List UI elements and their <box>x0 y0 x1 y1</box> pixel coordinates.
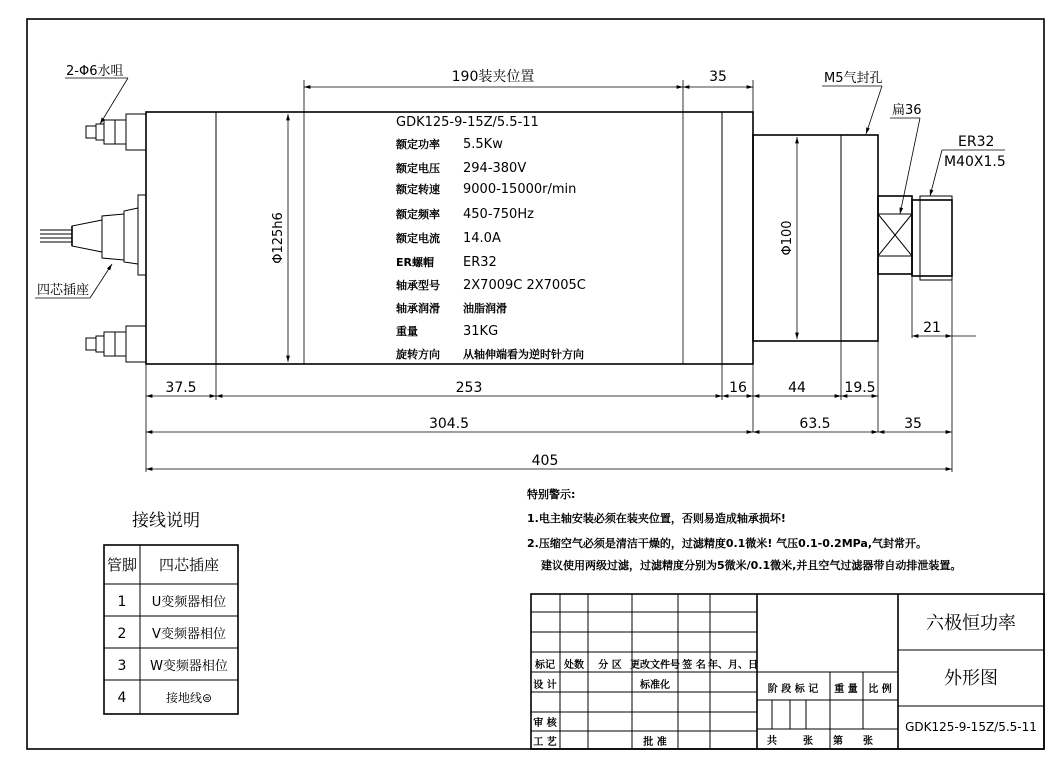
wiring-desc: W变频器相位 <box>150 659 228 674</box>
four-pin-socket <box>40 208 138 264</box>
tb-standard: 标准化 <box>640 680 670 691</box>
dim-253: 253 <box>455 380 483 396</box>
nameplate-label: 额定电流 <box>396 232 440 245</box>
title-block <box>531 594 1044 749</box>
nameplate <box>395 115 586 361</box>
nameplate-label: 额定电压 <box>396 162 440 175</box>
dim-63-5: 63.5 <box>799 416 831 432</box>
tb-design: 设 计 <box>533 680 557 691</box>
nameplate-value: 从轴伸端看为逆时针方向 <box>463 348 584 361</box>
nameplate-value: 2X7009C 2X7005C <box>463 278 586 293</box>
nameplate-label: ER螺帽 <box>396 256 434 269</box>
socket-label: 四芯插座 <box>37 283 90 298</box>
nameplate-label: 轴承润滑 <box>396 302 440 315</box>
note-line-2: 2.压缩空气必须是清洁干燥的，过滤精度0.1微米! 气压0.1-0.2MPa,气封常开。 <box>527 537 928 550</box>
tb-sign: 签 名 <box>682 660 706 671</box>
phi100-dim: Φ100 <box>780 220 795 256</box>
wiring-desc: U变频器相位 <box>151 595 227 610</box>
warning-notes <box>527 487 961 572</box>
spindle-body <box>146 112 753 364</box>
tb-scale: 比 例 <box>868 684 892 695</box>
wiring-pin: 1 <box>117 594 127 610</box>
wiring-header-socket: 四芯插座 <box>158 556 220 574</box>
note-line-1: 1.电主轴安装必须在装夹位置，否则易造成轴承损坏! <box>527 512 786 525</box>
wiring-table <box>104 511 238 714</box>
nameplate-label: 额定转速 <box>396 183 440 196</box>
nameplate-value: 450-750Hz <box>463 207 534 222</box>
tb-process: 工 艺 <box>533 737 557 748</box>
tb-approve: 批 准 <box>643 737 667 748</box>
tb-page: 第 <box>833 736 843 747</box>
tb-review: 审 核 <box>533 718 557 729</box>
tb-weight: 重 量 <box>834 684 858 695</box>
nameplate-value: 5.5Kw <box>463 137 503 152</box>
tb-sheets: 张 <box>803 736 813 747</box>
tb-mark: 标记 <box>535 660 555 671</box>
er-nut <box>912 200 952 276</box>
notes-title: 特别警示: <box>527 488 576 501</box>
nameplate-value: 油脂润滑 <box>463 302 507 315</box>
dim-405: 405 <box>531 453 559 469</box>
nameplate-label: 额定频率 <box>396 208 440 221</box>
dim-16: 16 <box>729 380 747 396</box>
wiring-pin: 3 <box>117 658 127 674</box>
drawing-name-1: 六极恒功率 <box>926 613 1016 634</box>
er32-label: ER32 <box>958 134 995 150</box>
tb-stage: 阶 段 标 记 <box>767 684 819 695</box>
tb-total: 共 <box>767 736 777 747</box>
nameplate-value: 14.0A <box>463 231 501 246</box>
dim-21: 21 <box>923 320 941 336</box>
water-nozzle-top <box>86 114 146 150</box>
tb-zone: 分 区 <box>598 660 622 671</box>
water-nozzle-bottom <box>86 326 146 362</box>
drawing-code: GDK125-9-15Z/5.5-11 <box>905 720 1037 734</box>
dim-304-5: 304.5 <box>428 416 470 432</box>
tb-count: 处数 <box>564 660 584 671</box>
nameplate-model: GDK125-9-15Z/5.5-11 <box>396 115 539 130</box>
nameplate-label: 旋转方向 <box>396 348 440 361</box>
clamp-position-dim: 190装夹位置 <box>451 69 535 85</box>
wiring-header-pin: 管脚 <box>106 556 138 574</box>
wiring-desc: 接地线⊜ <box>165 691 213 705</box>
dim-44: 44 <box>788 380 806 396</box>
water-nozzle-label: 2-Φ6水咀 <box>66 64 124 79</box>
wiring-pin: 4 <box>117 690 127 706</box>
dim-37-5: 37.5 <box>165 380 197 396</box>
dimension-lines <box>35 78 1005 472</box>
wiring-desc: V变频器相位 <box>152 627 226 642</box>
nameplate-label: 重量 <box>396 325 418 338</box>
nameplate-value: 31KG <box>463 324 499 339</box>
nameplate-value: 9000-15000r/min <box>463 182 577 197</box>
drawing-name-2: 外形图 <box>944 668 998 689</box>
nameplate-value: 294-380V <box>463 161 527 176</box>
dim-35-bottom: 35 <box>904 416 922 432</box>
tb-doc: 更改文件号 <box>630 660 680 671</box>
nameplate-label: 额定功率 <box>396 138 440 151</box>
front-housing <box>753 135 878 341</box>
note-line-3: 建议使用两级过滤，过滤精度分别为5微米/0.1微米,并且空气过滤器带自动排泄装置。 <box>541 559 962 572</box>
wiring-title: 接线说明 <box>132 511 200 531</box>
phi125-dim: Φ125h6 <box>271 212 286 264</box>
flat36-label: 扁36 <box>892 103 922 118</box>
m40-label: M40X1.5 <box>944 154 1006 170</box>
tb-sheet2: 张 <box>863 736 873 747</box>
wiring-pin: 2 <box>117 626 127 642</box>
nameplate-label: 轴承型号 <box>396 279 440 292</box>
nameplate-value: ER32 <box>463 255 497 270</box>
dim-35-top: 35 <box>709 69 727 85</box>
air-seal-hole-label: M5气封孔 <box>824 71 883 86</box>
tb-date: 年、月、日 <box>708 660 758 671</box>
dim-19-5: 19.5 <box>844 380 876 396</box>
